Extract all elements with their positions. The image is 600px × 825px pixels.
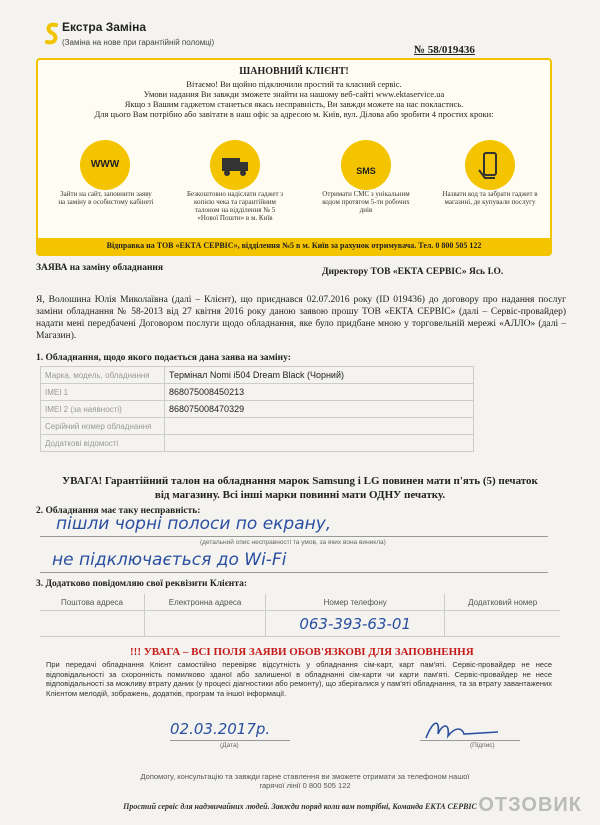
required-fields-warning: !!! УВАГА – ВСІ ПОЛЯ ЗАЯВИ ОБОВ'ЯЗКОВІ ДЛЯ ЗАПОВНЕННЯ bbox=[130, 646, 474, 658]
phone-number: 063-393-63-01 bbox=[266, 611, 445, 637]
watermark-logo: ОТЗОВИК bbox=[478, 794, 582, 816]
section-2-title: 2. Обладнання має таку несправність: bbox=[36, 506, 201, 516]
table-row: Марка, модель, обладнання Термінал Nomi i504 Dream Black (Чорний) bbox=[41, 367, 474, 384]
notice-title: ШАНОВНИЙ КЛІЄНТ! bbox=[239, 66, 349, 77]
defect-caption: (детальний опис несправності та умов, за яких вона виникла) bbox=[200, 539, 386, 546]
defect-description-2: не підключається до Wi-Fi bbox=[52, 550, 287, 570]
company-logo-icon bbox=[44, 22, 60, 46]
step-text: Назвати код та забрати гаджет в магазині, де купували послугу bbox=[442, 190, 538, 206]
notice-line: Вітаємо! Ви щойно підключили простий та класний сервіс. bbox=[186, 79, 402, 89]
www-icon: WWW bbox=[80, 140, 130, 190]
table-row bbox=[40, 611, 560, 637]
notice-line: Якщо з Вашим гаджетом станеться якась несправність, Ви завжди можете на нас покластись. bbox=[124, 99, 464, 109]
table-row: Додаткові відомості bbox=[41, 435, 474, 452]
brand-tagline: (Заміна на нове при гарантійній поломці) bbox=[62, 38, 215, 47]
section-1-title: 1. Обладнання, щодо якого подається дана заява на заміну: bbox=[36, 353, 291, 363]
table-row: IMEI 2 (за наявності) 868075008470329 bbox=[41, 401, 474, 418]
shipping-bar: Відправка на ТОВ «ЕКТА СЕРВІС», відділення №5 в м. Київ за рахунок отримувача. Тел. 0 800 505 122 bbox=[38, 238, 550, 254]
step-text: Зайти на сайт, заповнити заяву на заміну в особистому кабінеті bbox=[58, 190, 154, 206]
notice-line: Для цього Вам потрібно або завітати в наш офіс за адресою м. Київ, вул. Ділова або зробити 4 простих кроки: bbox=[94, 109, 494, 119]
contact-table bbox=[40, 594, 560, 637]
warranty-warning: УВАГА! Гарантійний талон на обладнання марок Samsung і LG повинен мати п'ять (5) печаток від магазину. Всі інші марки повинні мати ОДНУ печатку. bbox=[62, 475, 538, 501]
step-text: Отримати СМС з унікальним кодом протягом 5-ти робочих днів bbox=[322, 190, 410, 214]
notice-line: Умови надання Ви завжди зможете знайти на нашому веб-сайті www.ektaservice.ua bbox=[143, 89, 445, 99]
signature-caption: (Підпис) bbox=[470, 742, 495, 749]
date-caption: (Дата) bbox=[220, 742, 239, 749]
section-3-title: 3. Додатково повідомляю свої реквізити Клієнта: bbox=[36, 579, 247, 589]
addressee: Директору ТОВ «ЕКТА СЕРВІС» Ясь І.О. bbox=[322, 267, 504, 277]
phone-hand-icon bbox=[465, 140, 515, 190]
equipment-table bbox=[40, 366, 474, 452]
hotline-footer: Допомогу, консультацію та завжди гарне ставлення ви зможете отримати за телефоном нашої гарячої лінії 0 800 505 122 bbox=[140, 772, 470, 790]
table-row: Серійний номер обладнання bbox=[41, 418, 474, 435]
fine-print: При передачі обладнання Клієнт самостійно перевіряє відсутність у обладнання сім-карт, карт пам'яті. Сервіс-провайдер не несе відповідальності за схоронність помилково зданої або залишеної в обладнанні сім-карти чи карти пам'яті. Сервіс-провайдер не несе відповідальності за можливу втрату даних (у процесі діагностики або ремонту), що зберігалися у пам'яті обладнання, та за втрату завантажених Клієнтом мелодій, зображень, додатків, програм та іншої інформації. bbox=[46, 660, 552, 698]
sms-icon: SMS bbox=[341, 140, 391, 190]
slogan-footer: Простий сервіс для надзвичайних людей. Завжди поряд коли вам потрібні, Команда ЕКТА СЕРВІС bbox=[123, 802, 477, 811]
application-paragraph: Я, Волошина Юлія Миколаївна (далі – Клієнт), що приєднався 02.07.2016 року (ID 019436) до договору про надання послуг заміни обладнання № 58-2013 від 27 квітня 2016 року даною заявою прошу ТОВ «ЕКТА СЕРВІС» (далі – Сервіс-провайдер) надати мені передбачені Договором послуги щодо обладнання, яке було придбане мною у торговельній мережі «АЛЛО» (далі – Магазин). bbox=[36, 295, 566, 341]
brand-name: Екстра Заміна bbox=[62, 20, 147, 34]
truck-icon bbox=[210, 140, 260, 190]
defect-description-1: пішли чорні полоси по екрану, bbox=[56, 514, 332, 534]
document-number: № 58/019436 bbox=[414, 44, 475, 56]
step-text: Безкоштовно надіслати гаджет з копією чека та гарантійним талоном на відділення № 5 «Нової Пошти» в м. Київ bbox=[186, 190, 284, 222]
client-notice-box bbox=[36, 58, 552, 256]
table-row: Поштова адреса Електронна адреса Номер телефону Додатковий номер bbox=[40, 594, 560, 611]
application-heading: ЗАЯВА на заміну обладнання bbox=[36, 263, 164, 273]
signature-date: 02.03.2017р. bbox=[170, 720, 271, 738]
table-row: IMEI 1 868075008450213 bbox=[41, 384, 474, 401]
